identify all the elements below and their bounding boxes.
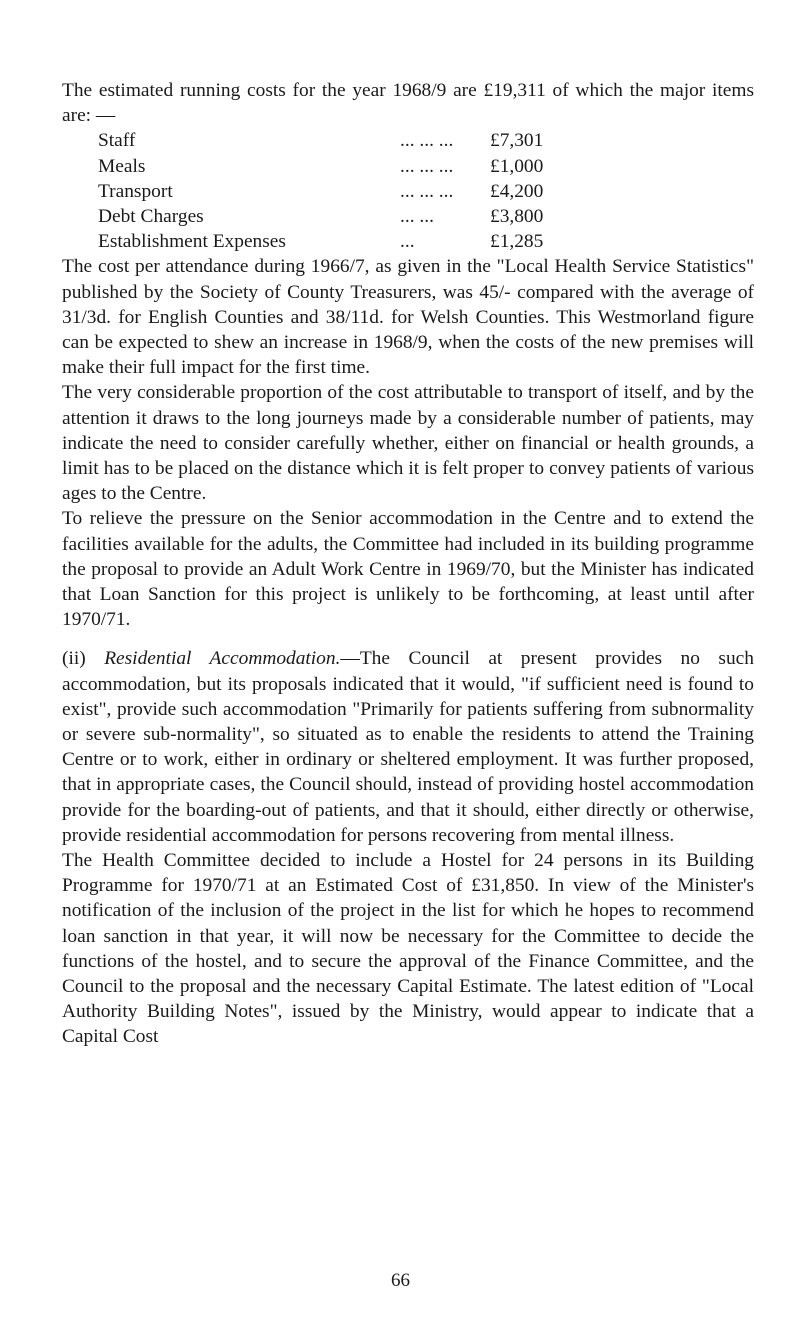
cost-item-amount: £4,200 [490,180,544,202]
section-text: —The Council at present provides no such accommodation, but its proposals indicated that it would, "if sufficient need is found to exist", provide such accommodation "Primarily for patients suffering from subnormality or severe sub-normality", so situated as to enable the residents to attend the Training Centre or to work, either in ordinary or sheltered employment. It was further proposed, that in appropriate cases, the Council should, instead of providing hostel accommodation provide for the boarding-out of patients, and that it should, either directly or otherwise, provide residential accommodation for persons recovering from mental illness. [62,648,754,846]
body-paragraph: The very considerable proportion of the cost attributable to transport of itself, and by the attention it draws to the long journeys made by a considerable number of patients, may indicate the need to consider carefully whether, either on financial or health grounds, a limit has to be placed on the distance which it is felt proper to convey patients of various ages to the Centre. [62,382,754,505]
running-costs-table [98,128,754,254]
cost-row [98,154,754,179]
cost-item-amount: £7,301 [490,130,544,152]
cost-item-amount: £1,000 [490,155,544,177]
dot-leader: ... ... ... [400,130,454,152]
cost-item-label: Meals [98,155,146,177]
cost-item-amount: £1,285 [490,231,544,253]
cost-row [98,204,754,229]
cost-item-amount: £3,800 [490,205,544,227]
section-heading: Residential Accommodation. [104,648,341,670]
page-number: 66 [391,1270,410,1291]
cost-item-label: Debt Charges [98,205,204,227]
cost-item-label: Staff [98,130,136,152]
section-spacer [62,632,754,646]
dot-leader: ... ... [400,205,434,227]
cost-row [98,128,754,153]
dot-leader: ... ... ... [400,155,454,177]
body-paragraph: The Health Committee decided to include a Hostel for 24 persons in its Building Programme for 1970/71 at an Estimated Cost of £31,850. In view of the Minister's notification of the inclusion of the project in the list for which he hopes to recommend loan sanction in that year, it will now be necessary for the Committee to decide the functions of the hostel, and to secure the approval of the Finance Committee, and the Council to the proposal and the necessary Capital Estimate. The latest edition of "Local Authority Building Notes", issued by the Ministry, would appear to indicate that a Capital Cost [62,850,754,1048]
cost-row [98,179,754,204]
body-paragraph: To relieve the pressure on the Senior accommodation in the Centre and to extend the facilities available for the adults, the Committee had included in its building programme the proposal to provide an Adult Work Centre in 1969/70, but the Minister has indicated that Loan Sanction for this project is unlikely to be forthcoming, at least until after 1970/71. [62,508,754,631]
intro-paragraph: The estimated running costs for the year 1968/9 are £19,311 of which the major items are: — [62,80,754,127]
body-paragraph: The cost per attendance during 1966/7, as given in the "Local Health Service Statistics" published by the Society of County Treasurers, was 45/- compared with the average of 31/3d. for English Counties and 38/11d. for Welsh Counties. This Westmorland figure can be expected to shew an increase in 1968/9, when the costs of the new premises will make their full impact for the first time. [62,256,754,379]
cost-item-label: Establishment Expenses [98,231,286,253]
cost-row [98,229,754,254]
section-ii-paragraph [62,646,754,848]
dot-leader: ... [400,231,415,253]
cost-item-label: Transport [98,180,173,202]
document-page [62,78,754,1050]
section-number: (ii) [62,648,86,670]
dot-leader: ... ... ... [400,180,454,202]
